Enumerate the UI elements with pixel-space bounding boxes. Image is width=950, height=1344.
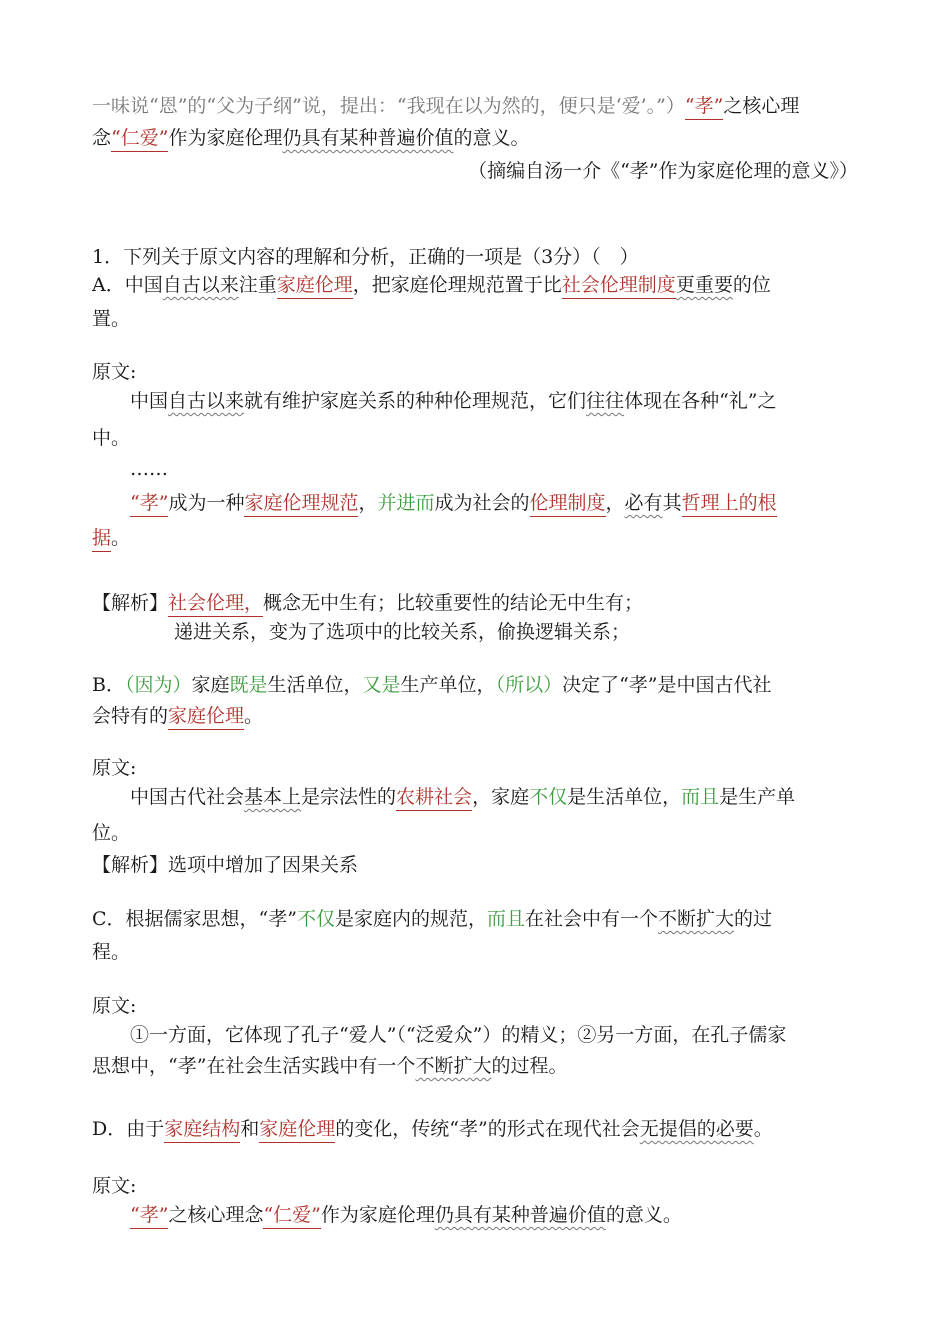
- original-label: 原文:: [92, 1175, 137, 1197]
- term: 农耕社会: [396, 786, 472, 811]
- intro-line-2: [92, 124, 530, 152]
- text: 的过程。: [491, 1055, 568, 1077]
- intro-text: 一味说“恩”的“父为子纲”说，提出：“我现在以为然的，便只是‘爱’。”）: [92, 95, 685, 117]
- connector: （所以）: [495, 674, 563, 696]
- key-phrase: 必有: [624, 492, 663, 514]
- text: C．根据儒家思想，“孝”: [92, 908, 297, 930]
- connector: 不仅: [529, 786, 568, 808]
- key-phrase: 仍具有某种普遍价值: [434, 1204, 606, 1226]
- term: 家庭伦理: [259, 1118, 335, 1143]
- intro-text: 念: [92, 127, 112, 149]
- xiao-term: “孝”: [685, 95, 723, 120]
- text: 。: [111, 527, 131, 549]
- text: 的过: [734, 908, 773, 930]
- key-phrase: 不断扩大: [415, 1055, 492, 1077]
- original-a-1: [130, 387, 777, 415]
- text: ，: [358, 492, 378, 514]
- text: 家庭: [191, 674, 230, 696]
- term: 哲理上的根: [682, 492, 777, 517]
- intro-line-1: [92, 92, 799, 120]
- term: 家庭伦理: [277, 274, 353, 299]
- original-a-3: [130, 489, 777, 517]
- text: 是生活单位，: [567, 786, 682, 808]
- option-d: [92, 1115, 773, 1143]
- option-b: [92, 671, 772, 699]
- text: 的意义。: [605, 1204, 682, 1226]
- text: 成为社会的: [434, 492, 530, 514]
- text: 生产单位，: [400, 674, 496, 696]
- key-phrase: 仍具有某种普遍价值: [282, 127, 454, 149]
- original-d-1: [130, 1201, 682, 1229]
- term: 家庭结构: [164, 1118, 240, 1143]
- term: 社会伦理制度: [562, 274, 676, 299]
- term: 家庭伦理规范: [244, 492, 358, 517]
- text: A．中国: [92, 274, 163, 296]
- key-phrase: 往往: [586, 390, 625, 412]
- original-b-2: 位。: [92, 822, 131, 844]
- text: 作为家庭伦理: [320, 1204, 435, 1226]
- text: 和: [240, 1118, 260, 1140]
- text: ，家庭: [472, 786, 530, 808]
- connector: 不仅: [296, 908, 335, 930]
- text: 思想中，“孝”在社会生活实践中有一个: [92, 1055, 416, 1077]
- connector: 又是: [362, 674, 401, 696]
- analysis-a-1: [92, 589, 643, 617]
- text: 中国: [130, 390, 169, 412]
- text: 就有维护家庭关系的种种伦理规范，它们: [244, 390, 587, 412]
- key-phrase: 无提倡的必要: [639, 1118, 754, 1140]
- renai-term: “仁爱”: [111, 127, 168, 152]
- connector: 既是: [229, 674, 268, 696]
- original-c-2: [92, 1052, 567, 1080]
- text: 是家庭内的规范，: [334, 908, 487, 930]
- text: B．: [92, 674, 125, 696]
- option-c: [92, 905, 772, 933]
- connector: 而且: [487, 908, 526, 930]
- original-label: 原文:: [92, 361, 137, 383]
- option-c-cont: 程。: [92, 941, 131, 963]
- intro-text: 作为家庭伦理: [168, 127, 283, 149]
- option-a-cont: 置。: [92, 308, 131, 330]
- text: 注重: [238, 274, 277, 296]
- key-phrase: 更重要: [675, 274, 733, 296]
- key-phrase: 基本上: [244, 786, 302, 808]
- original-a-4: [92, 524, 130, 552]
- text: 体现在各种“礼”之: [624, 390, 777, 412]
- connector: 并进而: [377, 492, 435, 514]
- term: 伦理制度: [530, 492, 606, 517]
- text: 中国古代社会: [130, 786, 245, 808]
- analysis-label: 【解析】: [92, 592, 169, 614]
- text: 。: [753, 1118, 773, 1140]
- connector: 而且: [681, 786, 720, 808]
- analysis-a-2: 递进关系，变为了选项中的比较关系，偷换逻辑关系；: [174, 621, 631, 643]
- text: 概念无中生有；比较重要性的结论无中生有；: [263, 592, 644, 614]
- intro-text: 的意义。: [453, 127, 530, 149]
- original-label: 原文:: [92, 995, 137, 1017]
- connector: （因为）: [124, 674, 192, 696]
- term: “仁爱”: [263, 1204, 320, 1229]
- analysis-b: 【解析】选项中增加了因果关系: [92, 854, 359, 876]
- text: 是宗法性的: [301, 786, 397, 808]
- text: D．由于: [92, 1118, 165, 1140]
- original-b-1: [130, 783, 795, 811]
- text: ，把家庭伦理规范置于比: [352, 274, 562, 296]
- text: 在社会中有一个: [525, 908, 659, 930]
- option-a: [92, 271, 771, 299]
- ellipsis: ……: [130, 458, 168, 480]
- term: “孝”: [130, 492, 168, 517]
- key-phrase: 自古以来: [168, 390, 245, 412]
- text: 是生产单: [719, 786, 796, 808]
- text: 。: [244, 705, 264, 727]
- key-phrase: 自古以来: [162, 274, 239, 296]
- intro-text: 之核心理: [723, 95, 800, 117]
- original-label: 原文:: [92, 757, 137, 779]
- term: 家庭伦理: [168, 705, 244, 730]
- original-a-2: 中。: [92, 427, 131, 449]
- text: 成为一种: [168, 492, 245, 514]
- text: 的位: [732, 274, 771, 296]
- text: 之核心理念: [168, 1204, 264, 1226]
- text: 会特有的: [92, 705, 169, 727]
- term: “孝”: [130, 1204, 168, 1229]
- key-phrase: 不断扩大: [658, 908, 735, 930]
- original-c-1: ①一方面，它体现了孔子“爱人”（“泛爱众”）的精义；②另一方面，在孔子儒家: [130, 1024, 787, 1046]
- source-citation: （摘编自汤一介《“孝”作为家庭伦理的意义》）: [468, 160, 858, 182]
- text: 其: [662, 492, 682, 514]
- term: 社会伦理，: [168, 592, 263, 617]
- text: ，: [605, 492, 625, 514]
- text: 生活单位，: [267, 674, 363, 696]
- text: 决定了“孝”是中国古代社: [562, 674, 772, 696]
- option-b-cont: [92, 702, 263, 730]
- text: 的变化，传统“孝”的形式在现代社会: [335, 1118, 640, 1140]
- question-title: 1．下列关于原文内容的理解和分析，正确的一项是（3分）（ ）: [92, 246, 639, 268]
- term: 据: [92, 527, 111, 552]
